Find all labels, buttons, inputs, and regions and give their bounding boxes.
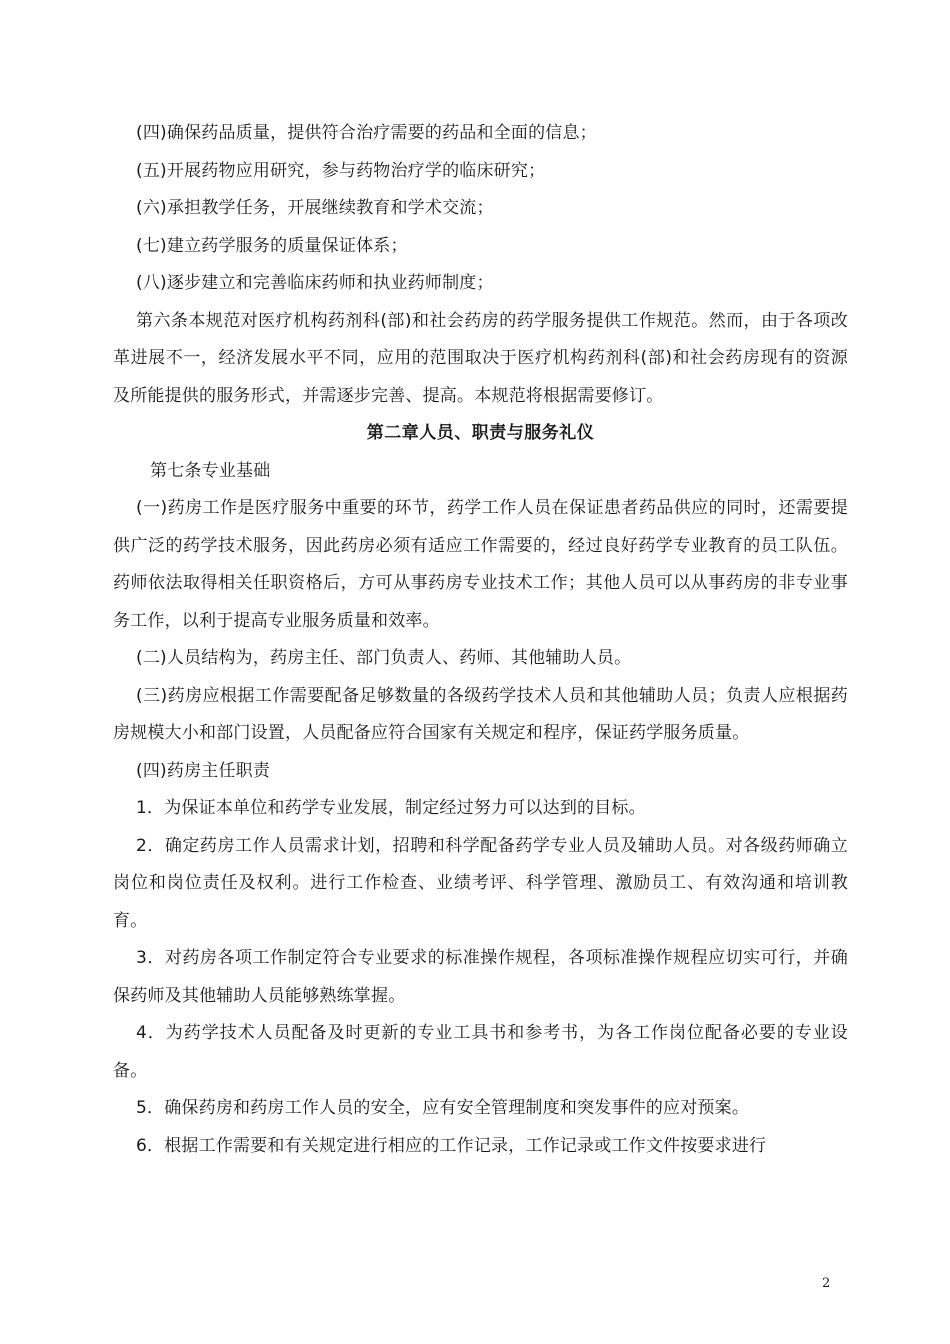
duty-item-1: 1．为保证本单位和药学专业发展，制定经过努力可以达到的目标。 <box>136 798 646 818</box>
staff-paragraph-1: (一)药房工作是医疗服务中重要的环节，药学工作人员在保证患者药品供应的同时，还需要提供广泛的药学技术服务，因此药房必须有适应工作需要的，经过良好药学专业教育的员工队伍。药师依法取得相关任职资格后，方可从事药房专业技术工作；其他人员可以从事药房的非专业事务工作，以利于提高专业服务质量和效率。 <box>113 498 848 631</box>
paragraph-item-5: (五)开展药物应用研究，参与药物治疗学的临床研究； <box>136 160 546 181</box>
paragraph-item-8: (八)逐步建立和完善临床药师和执业药师制度； <box>136 273 494 293</box>
article-seven-title: 第七条专业基础 <box>150 460 271 481</box>
duty-item-2: 2．确定药房工作人员需求计划，招聘和科学配备药学专业人员及辅助人员。对各级药师确立岗位和岗位责任及权利。进行工作检查、业绩考评、科学管理、激励员工、有效沟通和培训教育。 <box>113 835 848 931</box>
staff-paragraph-2: (二)人员结构为，药房主任、部门负责人、药师、其他辅助人员。 <box>136 648 632 668</box>
duty-item-3: 3．对药房各项工作制定符合专业要求的标准操作规程，各项标准操作规程应切实可行，并确保药师及其他辅助人员能够熟练掌握。 <box>113 948 848 1006</box>
paragraph-item-6: (六)承担教学任务，开展继续教育和学术交流； <box>136 198 494 218</box>
staff-paragraph-3: (三)药房应根据工作需要配备足够数量的各级药学技术人员和其他辅助人员；负责人应根据药房规模大小和部门设置，人员配备应符合国家有关规定和程序，保证药学服务质量。 <box>113 685 848 743</box>
document-body <box>113 115 848 1165</box>
paragraph-item-7: (七)建立药学服务的质量保证体系； <box>136 235 408 256</box>
paragraph-item-4: (四)确保药品质量，提供符合治疗需要的药品和全面的信息； <box>136 123 597 143</box>
article-six-paragraph: 第六条本规范对医疗机构药剂科(部)和社会药房的药学服务提供工作规范。然而，由于各项改革进展不一，经济发展水平不同，应用的范围取决于医疗机构药剂科(部)和社会药房现有的资源及所能提供的服务形式，并需逐步完善、提高。本规范将根据需要修订。 <box>113 310 848 406</box>
director-duties-title: (四)药房主任职责 <box>136 760 271 781</box>
page-number: 2 <box>822 1276 831 1291</box>
duty-item-4: 4．为药学技术人员配备及时更新的专业工具书和参考书，为各工作岗位配备必要的专业设备。 <box>113 1023 848 1081</box>
duty-item-6: 6．根据工作需要和有关规定进行相应的工作记录，工作记录或工作文件按要求进行 <box>136 1135 767 1156</box>
duty-item-5: 5．确保药房和药房工作人员的安全，应有安全管理制度和突发事件的应对预案。 <box>136 1098 750 1118</box>
chapter-heading: 第二章人员、职责与服务礼仪 <box>366 423 595 443</box>
